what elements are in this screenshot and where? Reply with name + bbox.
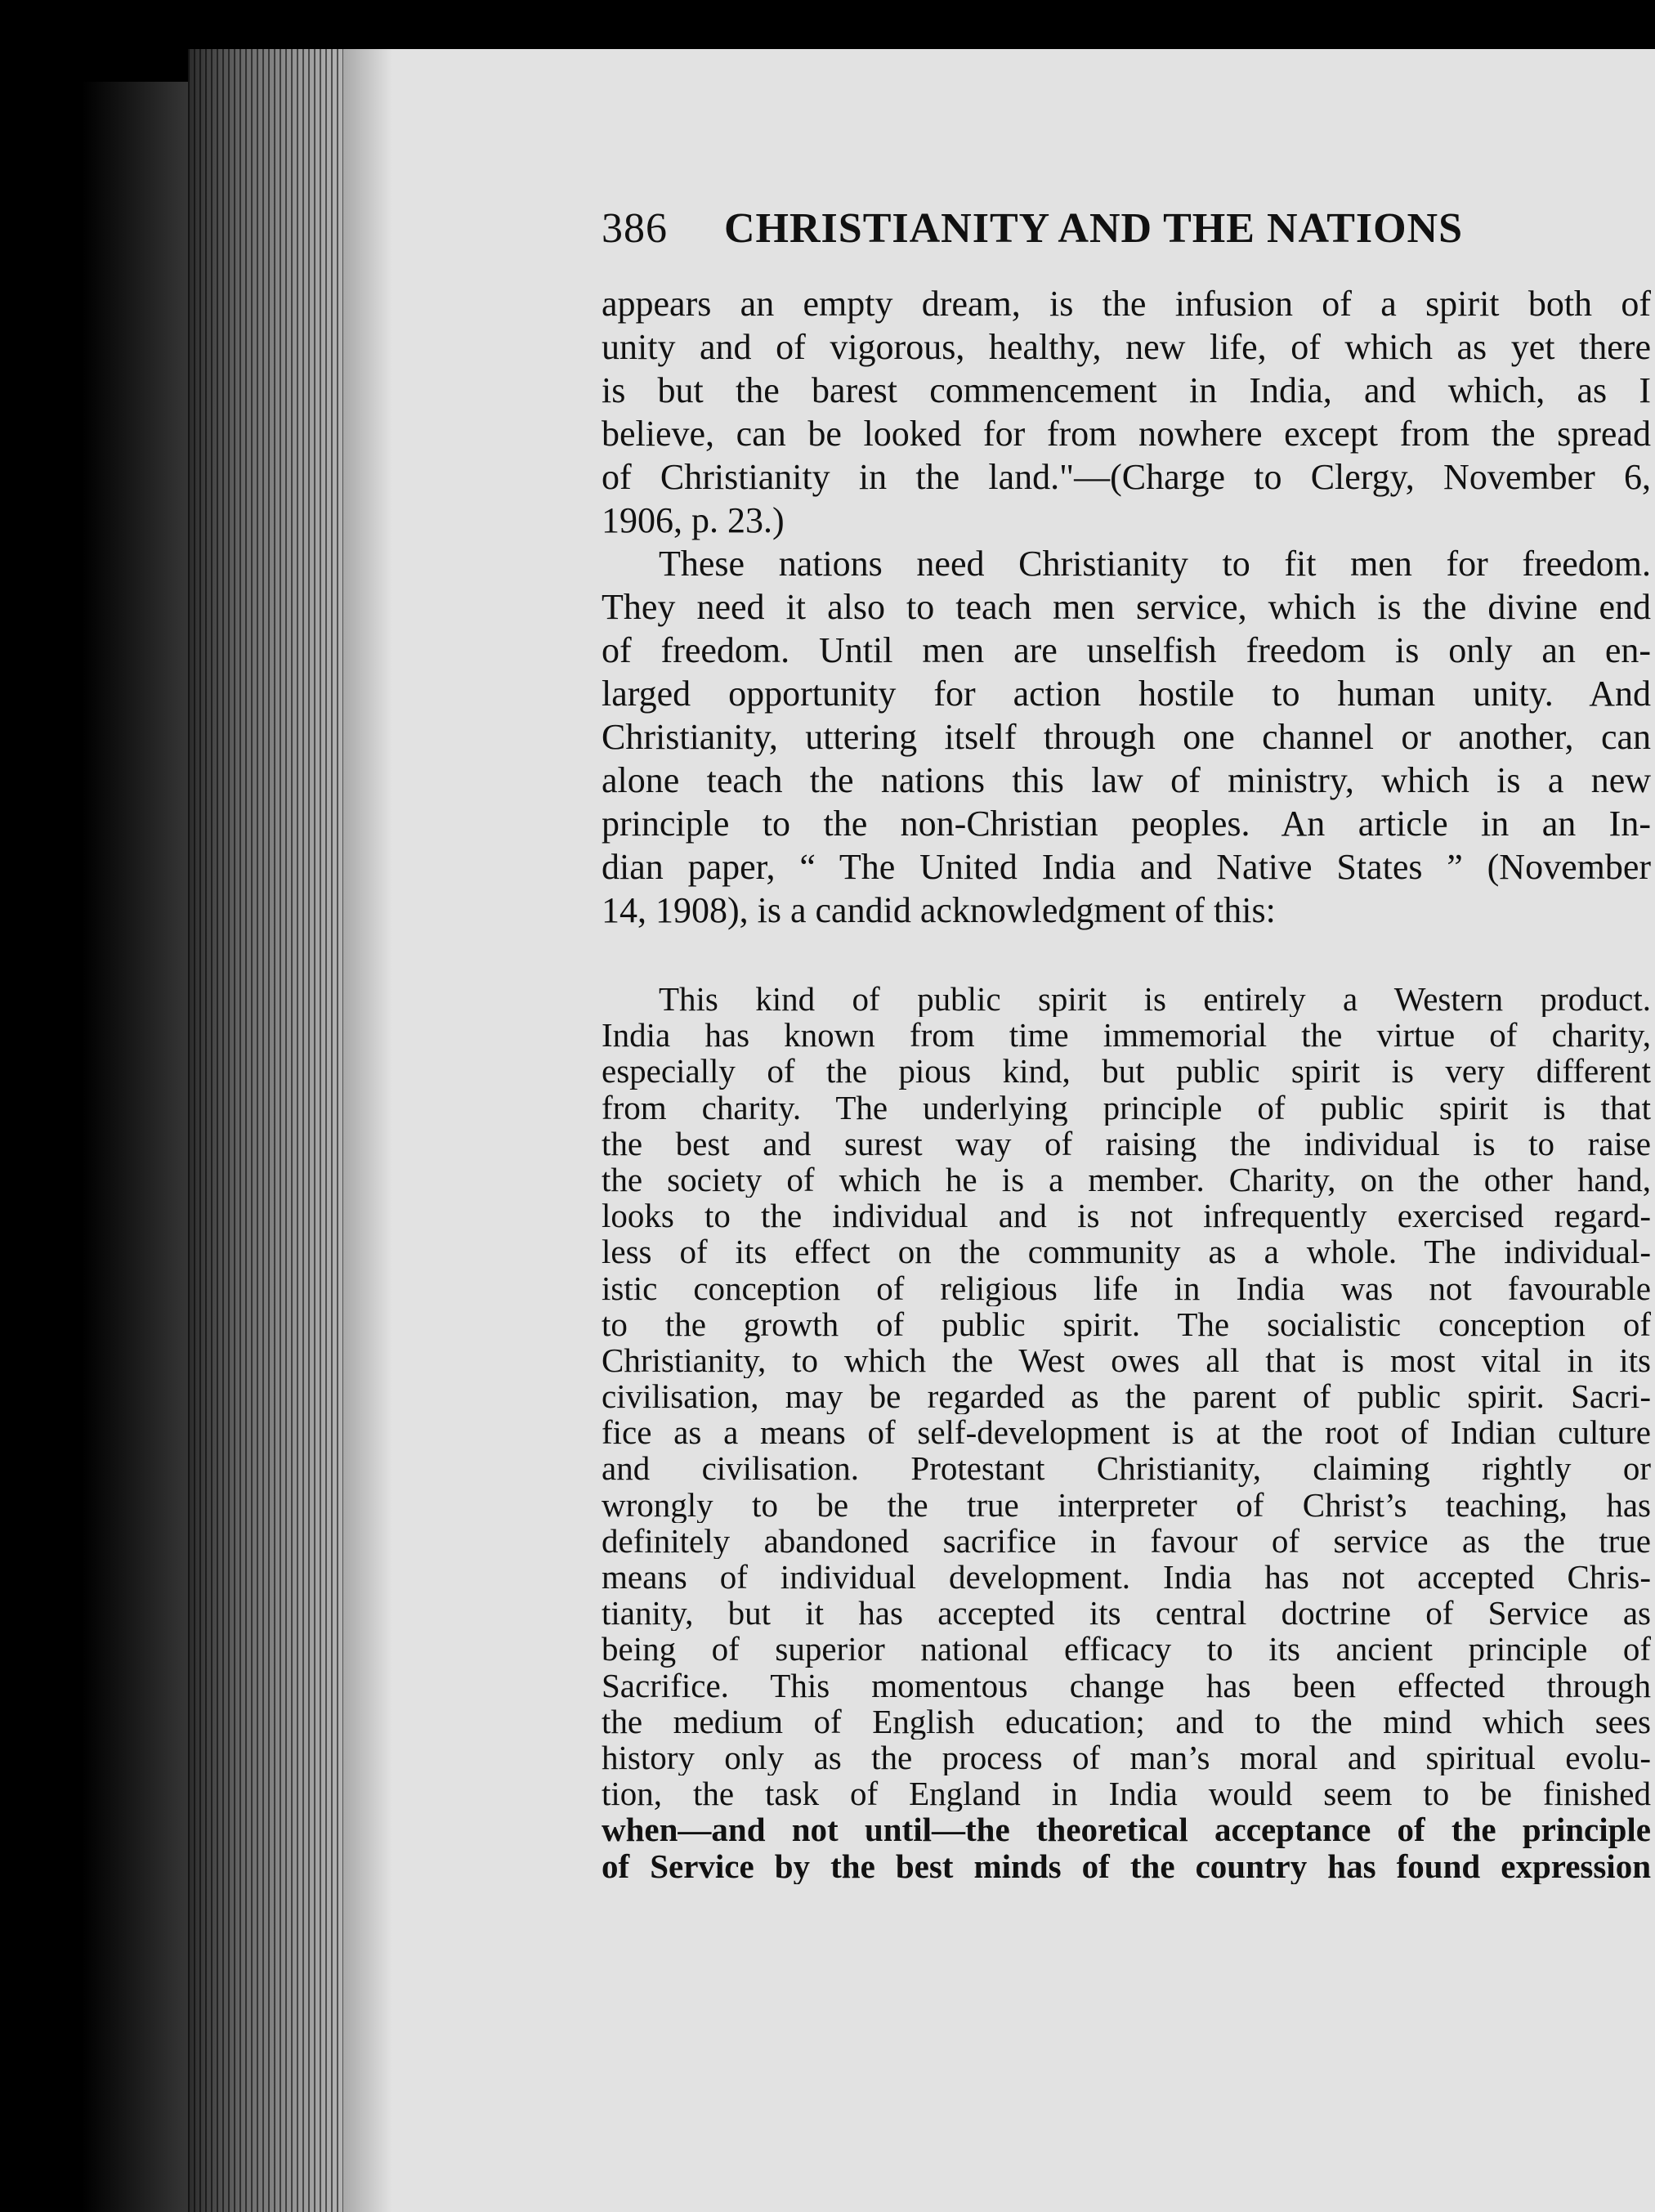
quote-line: Sacrifice. This momentous change has been effected through xyxy=(602,1667,1651,1704)
block-quote xyxy=(602,981,1651,1884)
page-header xyxy=(602,204,1492,262)
quote-line: Christianity, to which the West owes all that is most vital in its xyxy=(602,1341,1651,1379)
quote-line: when—and not until—the theoretical acceptance of the principle xyxy=(602,1811,1651,1848)
quote-line: definitely abandoned sacrifice in favour of service as the true xyxy=(602,1522,1651,1559)
quote-line: the best and surest way of raising the individual is to raise xyxy=(602,1125,1651,1162)
paragraph-first-line: These nations need Christianity to fit men for freedom. xyxy=(659,544,1651,584)
quote-line: of Service by the best minds of the country has found expression xyxy=(602,1847,1651,1884)
quote-line: istic conception of religious life in India was not favourable xyxy=(602,1269,1651,1306)
quote-line: India has known from time immemorial the virtue of charity, xyxy=(602,1017,1651,1054)
quote-line: from charity. The underlying principle of public spirit is that xyxy=(602,1089,1651,1126)
text-line: principle to the non-Christian peoples. An article in an In- xyxy=(602,804,1651,844)
text-line: appears an empty dream, is the infusion of a spirit both of xyxy=(602,284,1651,324)
text-line: of Christianity in the land."—(Charge to Clergy, November 6, xyxy=(602,457,1651,497)
text-line: Christianity, uttering itself through one channel or another, can xyxy=(602,717,1651,757)
quote-line: means of individual development. India has not accepted Chris- xyxy=(602,1559,1651,1596)
quote-line: and civilisation. Protestant Christianity, claiming rightly or xyxy=(602,1450,1651,1487)
quote-line: fice as a means of self-development is at the root of Indian culture xyxy=(602,1414,1651,1451)
quote-line: tianity, but it has accepted its central doctrine of Service as xyxy=(602,1595,1651,1632)
quote-line: civilisation, may be regarded as the parent of public spirit. Sacri- xyxy=(602,1378,1651,1415)
body-text xyxy=(602,282,1651,932)
quote-line: history only as the process of man’s moral and spiritual evolu- xyxy=(602,1739,1651,1776)
text-line: alone teach the nations this law of ministry, which is a new xyxy=(602,760,1651,800)
text-line: is but the barest commencement in India, and which, as I xyxy=(602,370,1651,410)
text-line: They need it also to teach men service, which is the divine end xyxy=(602,587,1651,627)
text-line: of freedom. Until men are unselfish freedom is only an en- xyxy=(602,630,1651,670)
quote-line: the medium of English education; and to the mind which sees xyxy=(602,1703,1651,1740)
quote-line: the society of which he is a member. Charity, on the other hand, xyxy=(602,1161,1651,1198)
text-line: 14, 1908), is a candid acknowledgment of this: xyxy=(602,890,1276,930)
quote-line: tion, the task of England in India would seem to be finished xyxy=(602,1775,1651,1812)
text-line: believe, can be looked for from nowhere except from the spread xyxy=(602,414,1651,454)
quote-line: to the growth of public spirit. The socialistic conception of xyxy=(602,1305,1651,1342)
running-title: CHRISTIANITY AND THE NATIONS xyxy=(724,205,1464,252)
page-number: 386 xyxy=(602,205,668,252)
text-line: unity and of vigorous, healthy, new life, of which as yet there xyxy=(602,327,1651,367)
quote-line: being of superior national efficacy to its ancient principle of xyxy=(602,1631,1651,1668)
text-line: larged opportunity for action hostile to human unity. And xyxy=(602,674,1651,714)
quote-line: wrongly to be the true interpreter of Christ’s teaching, has xyxy=(602,1486,1651,1523)
page-gutter-shade xyxy=(343,49,392,2212)
quote-line: especially of the pious kind, but public spirit is very different xyxy=(602,1053,1651,1090)
book-fore-edge-shadow xyxy=(82,82,196,2212)
quote-line: less of its effect on the community as a whole. The individual- xyxy=(602,1234,1651,1270)
quote-first-line: This kind of public spirit is entirely a Western product. xyxy=(659,981,1651,1018)
text-line: dian paper, “ The United India and Native States ” (November xyxy=(602,847,1651,887)
quote-line: looks to the individual and is not infrequently exercised regard- xyxy=(602,1198,1651,1234)
text-line: 1906, p. 23.) xyxy=(602,500,785,540)
